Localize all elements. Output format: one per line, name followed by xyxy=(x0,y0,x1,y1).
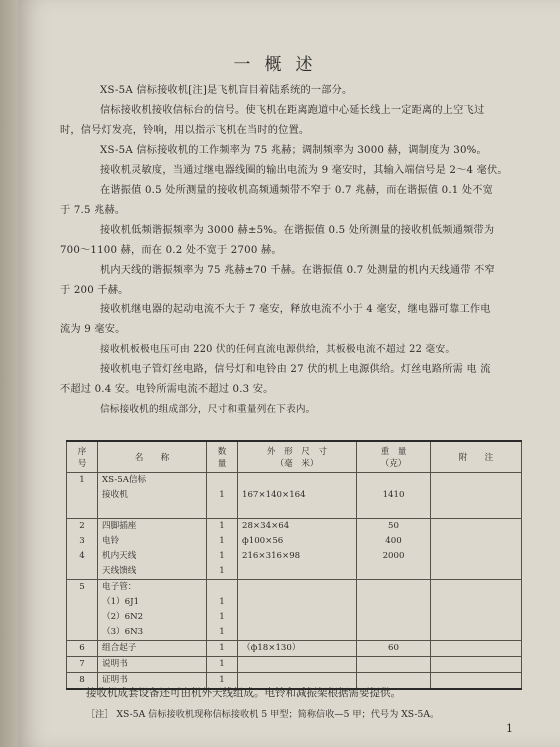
cell-seq: 1 xyxy=(67,473,98,519)
paragraph-frequency: XS-5A 信标接收机的工作频率为 75 兆赫；调制频率为 3000 赫，调制度为 30%。 xyxy=(100,144,487,156)
table-row xyxy=(67,473,522,519)
paragraph-signal-line2: 时，信号灯发亮，铃响，用以指示飞机在当时的位置。 xyxy=(60,124,310,136)
cell-name: 电子管： （1）6J1 （2）6N2 （3）6N3 xyxy=(98,580,207,641)
header-remarks: 附 注 xyxy=(431,441,522,473)
paragraph-filament-line1: 接收机电子管灯丝电路，信号灯和电铃由 27 伏的机上电源供给。灯丝电路所需 电 流 xyxy=(100,364,491,376)
header-dims: 外 形 尺 寸 （毫 米） xyxy=(238,441,357,473)
table-row xyxy=(67,641,522,657)
footnote: ［注］ XS-5A 信标接收机现称信标接收机 5 甲型；简称信收—5 甲；代号为 XS-5A。 xyxy=(86,709,440,720)
cell-dims: （ф18×130） xyxy=(238,641,357,657)
cell-qty: 1 xyxy=(207,641,238,657)
cell-weight: 60 xyxy=(357,641,431,657)
cell-remarks xyxy=(431,519,522,580)
note-accessories: 接收机成套设备还可由机外天线组成。电铃和减振架根据需要提供。 xyxy=(86,687,401,699)
cell-qty: 1 1 1 1 xyxy=(207,519,238,580)
cell-weight: 1410 xyxy=(357,473,431,519)
cell-weight xyxy=(357,657,431,673)
cell-name: 组合起子 xyxy=(98,641,207,657)
paragraph-antenna-line1: 机内天线的谐振频率为 75 兆赫±70 千赫。在谐振值 0.7 处测量的机内天线通带 不窄 xyxy=(100,264,495,276)
paragraph-plate-voltage: 接收机板极电压可由 220 伏的任何直流电源供给，其板极电流不超过 22 毫安。 xyxy=(100,344,456,356)
components-table xyxy=(66,440,522,690)
cell-qty: 1 xyxy=(207,673,238,690)
binding-edge xyxy=(0,0,18,747)
paragraph-table-intro: 信标接收机的组成部分，尺寸和重量列在下表内。 xyxy=(100,404,316,416)
cell-seq: 5 xyxy=(67,580,98,641)
cell-remarks xyxy=(431,473,522,519)
cell-seq: 2 3 4 xyxy=(67,519,98,580)
table-row xyxy=(67,657,522,673)
page-number: 1 xyxy=(506,722,513,735)
cell-dims: 28×34×64 ф100×56 216×316×98 xyxy=(238,519,357,580)
cell-seq: 6 xyxy=(67,641,98,657)
paragraph-relay-line1: 接收机继电器的起动电流不大于 7 毫安，释放电流不小于 4 毫安，继电器可靠工作电 xyxy=(100,304,491,316)
paragraph-filament-line2: 不超过 0.4 安。电铃所需电流不超过 0.3 安。 xyxy=(60,384,274,396)
cell-name: 说明书 xyxy=(98,657,207,673)
header-weight: 重 量 （克） xyxy=(357,441,431,473)
cell-weight xyxy=(357,580,431,641)
table-row xyxy=(67,519,522,580)
paragraph-relay-line2: 流为 9 毫安。 xyxy=(60,324,126,336)
cell-name: XS-5A信标 接收机 xyxy=(98,473,207,519)
paragraph-antenna-line2: 于 200 千赫。 xyxy=(60,284,129,296)
table-header-row xyxy=(67,441,522,473)
cell-qty: 1 xyxy=(207,473,238,519)
cell-seq: 8 xyxy=(67,673,98,690)
cell-remarks xyxy=(431,657,522,673)
cell-name: 证明书 xyxy=(98,673,207,690)
paragraph-intro: XS-5A 信标接收机[注]是飞机盲目着陆系统的一部分。 xyxy=(100,85,353,96)
cell-remarks xyxy=(431,641,522,657)
cell-dims xyxy=(238,580,357,641)
page-title: 一概述 xyxy=(233,55,327,75)
cell-seq: 7 xyxy=(67,657,98,673)
cell-remarks xyxy=(431,580,522,641)
cell-dims: 167×140×164 xyxy=(238,473,357,519)
cell-weight: 50 400 2000 xyxy=(357,519,431,580)
paragraph-lf-line1: 接收机低频谐振频率为 3000 赫±5%。在谐振值 0.5 处所测量的接收机低频通频带为 xyxy=(100,224,495,236)
paragraph-sensitivity: 接收机灵敏度，当通过继电器线圈的输出电流为 9 毫安时，其输入端信号是 2～4 毫伏。 xyxy=(100,164,508,176)
header-qty: 数 量 xyxy=(207,441,238,473)
paragraph-hf-band-line1: 在谐振值 0.5 处所测量的接收机高频通频带不窄于 0.7 兆赫，而在谐振值 0.1 处不宽 xyxy=(100,184,494,196)
table-row xyxy=(67,580,522,641)
cell-qty: 1 xyxy=(207,657,238,673)
paragraph-signal-line1: 信标接收机接收信标台的信号。使飞机在距离跑道中心延长线上一定距离的上空飞过 xyxy=(100,104,485,116)
header-seq: 序 号 xyxy=(67,441,98,473)
cell-remarks xyxy=(431,673,522,690)
header-name: 名 称 xyxy=(98,441,207,473)
paragraph-hf-band-line2: 于 7.5 兆赫。 xyxy=(60,204,126,216)
cell-name: 四脚插座 电铃 机内天线 天线馈线 xyxy=(98,519,207,580)
cell-dims xyxy=(238,657,357,673)
cell-qty: 1 1 1 xyxy=(207,580,238,641)
paragraph-lf-line2: 700～1100 赫，而在 0.2 处不宽于 2700 赫。 xyxy=(60,244,282,256)
